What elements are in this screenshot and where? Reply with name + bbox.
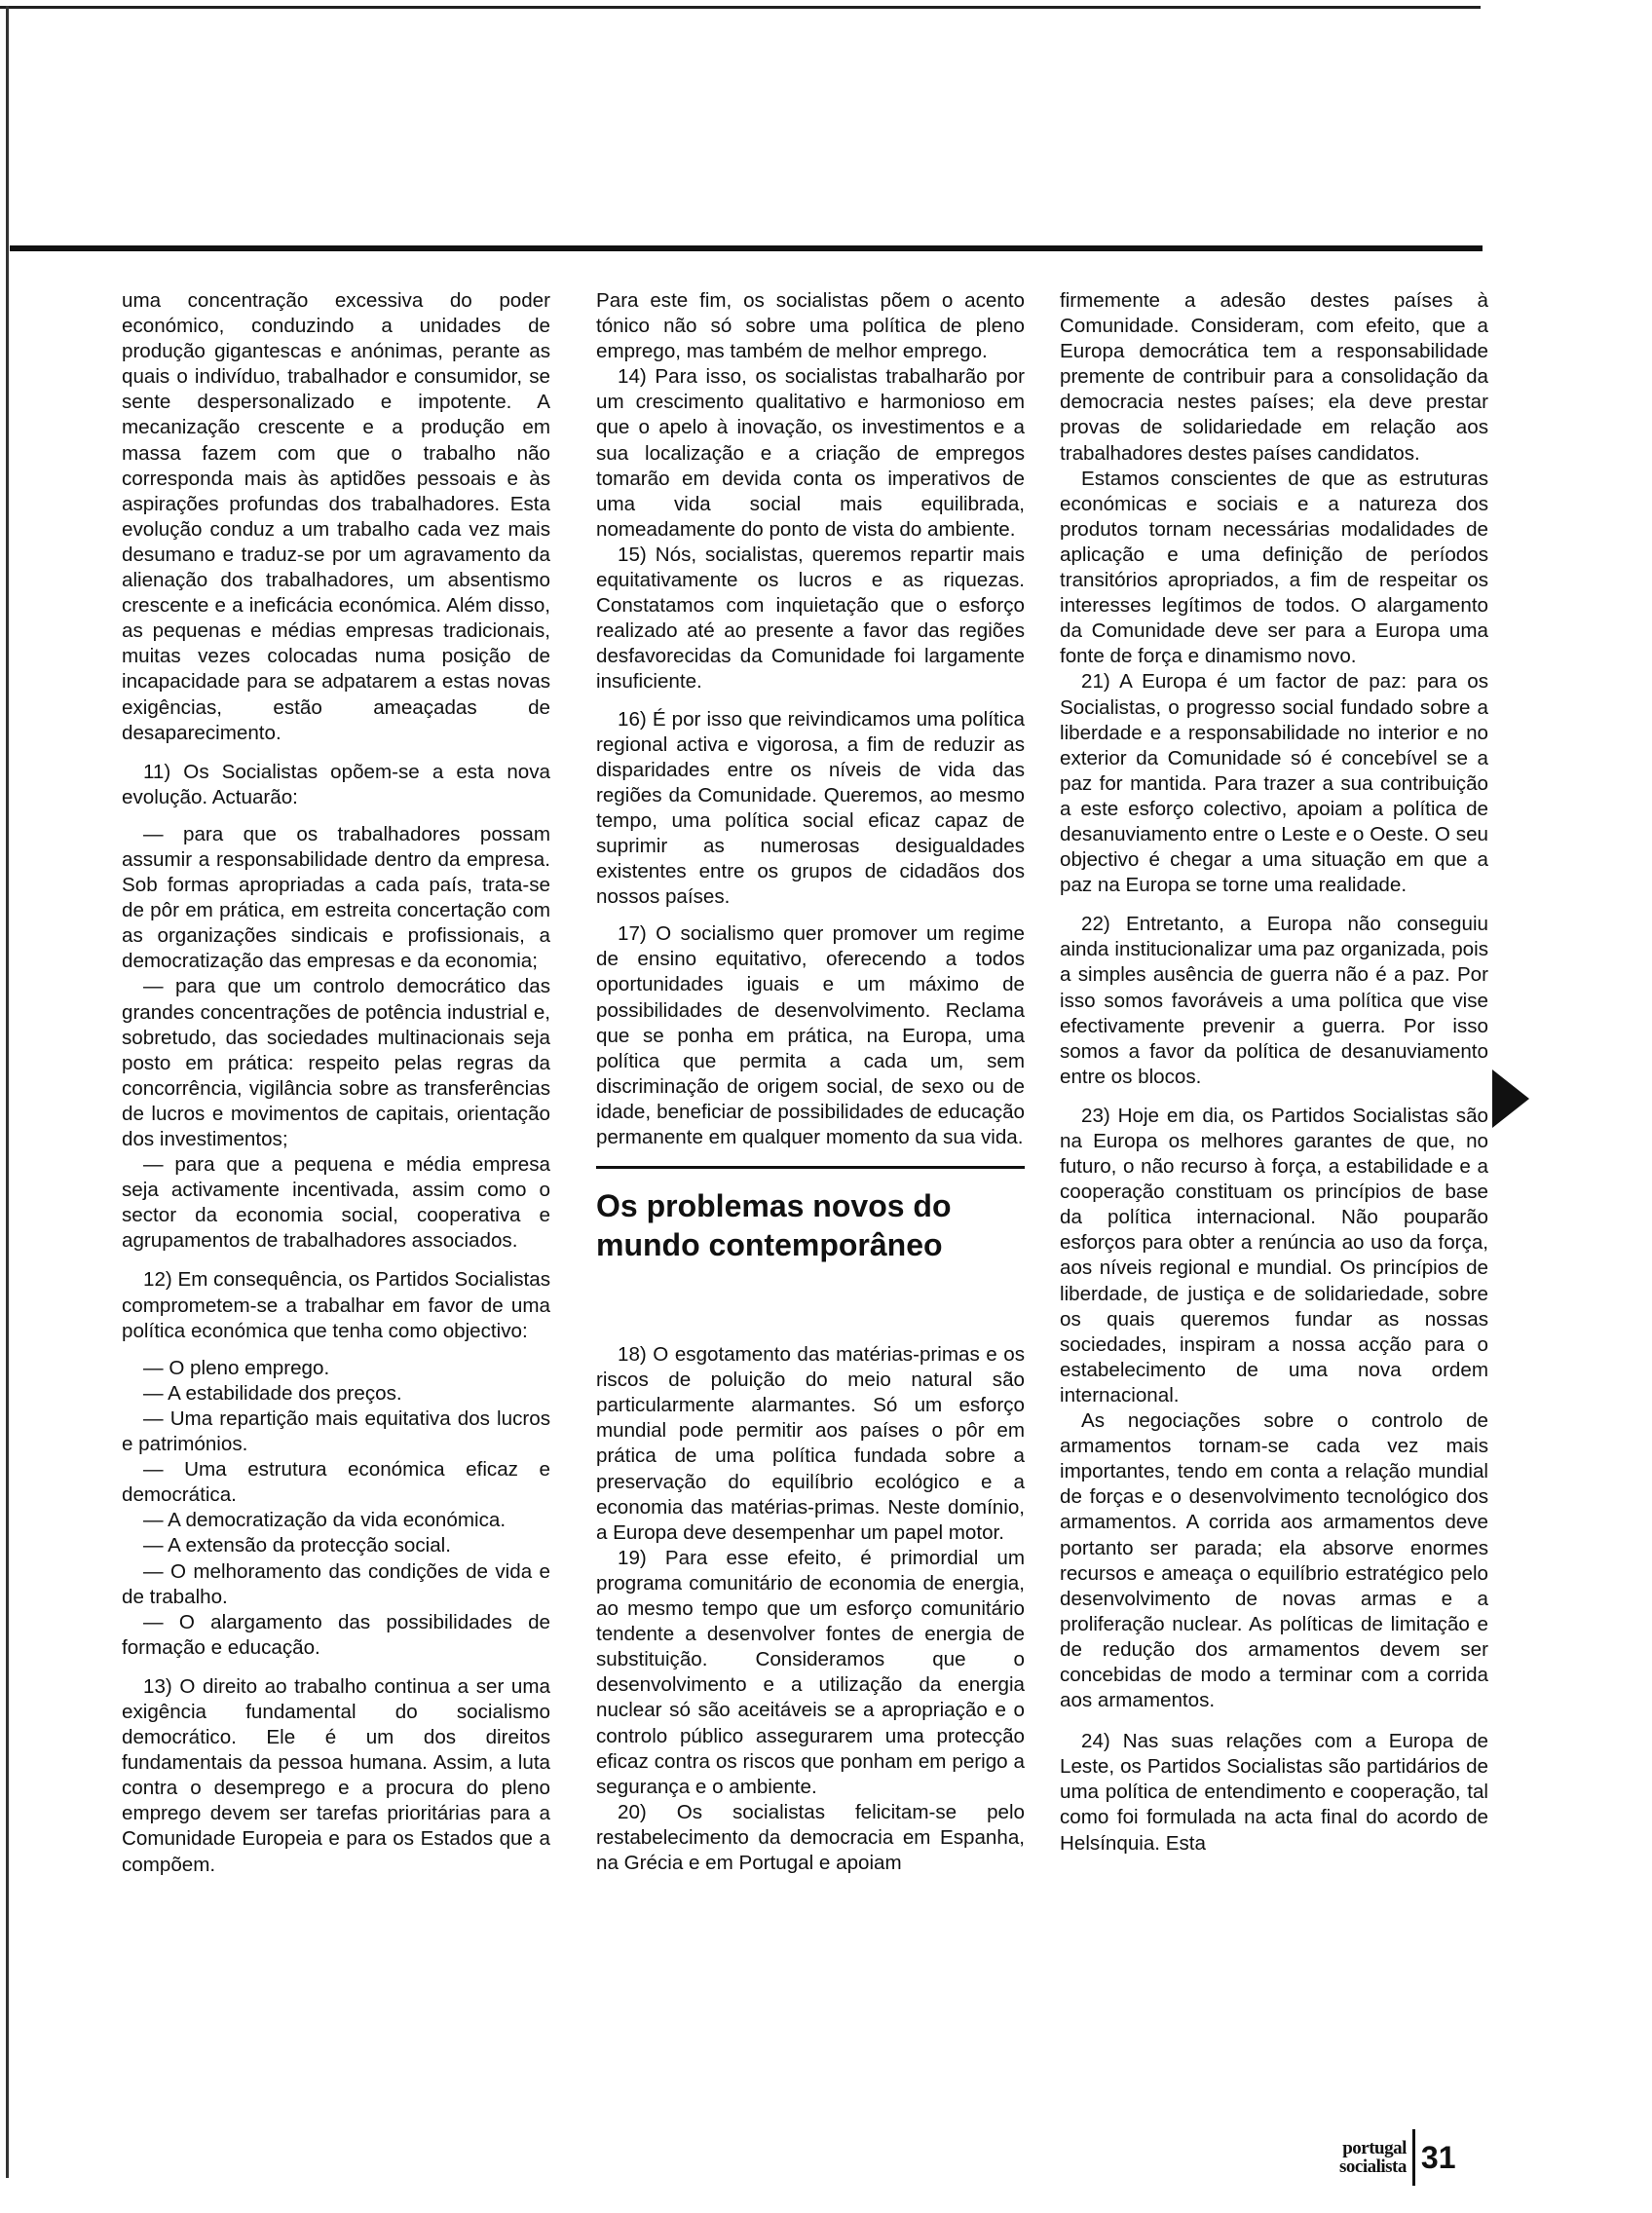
logo-line: portugal <box>1342 2138 1407 2158</box>
page-footer <box>1339 2126 1455 2189</box>
paragraph: 15) Nós, socialistas, queremos repartir mais equitativamente os lucros e as riquezas. Constatamos com inquietação que o esforço realizado até ao presente a favor das regiões desfavorecidas da Comunidade foi largamente insuficiente. <box>596 543 1025 694</box>
paragraph: 14) Para isso, os socialistas trabalharão por um crescimento qualitativo e harmonioso em que o apelo à inovação, os investimentos e a sua localização e a criação de empregos tomarão em devida conta os imperativos de uma vida social mais equilibrada, nomeadamente do ponto de vista do ambiente. <box>596 365 1025 541</box>
continue-arrow-icon <box>1492 1069 1529 1128</box>
paragraph: 24) Nas suas relações com a Europa de Leste, os Partidos Socialistas são partidários de uma política de entendimento e cooperação, tal como foi formulada na acta final do acordo de Helsínquia. Esta <box>1060 1730 1488 1855</box>
paragraph: 19) Para esse efeito, é primordial um programa comunitário de economia de energia, ao mesmo tempo que um esforço comunitário tendente a desenvolver fontes de energia de substituição. Consideramos que o desenvolvimento e a utilização da energia nuclear só são aceitáveis se a apropriação e o controlo público assegurarem uma protecção eficaz contra os riscos que ponham em perigo a segurança e o ambiente. <box>596 1546 1025 1798</box>
paragraph: 23) Hoje em dia, os Partidos Socialistas são na Europa os melhores garantes de que, no futuro, o não recurso à força, a estabilidade e a cooperação constituam os princípios de base da política internacional. Não pouparão esforços para obter a renúncia ao uso da força, aos níveis regional e mundial. Os princípios de liberdade, de justiça e de solidariedade, sobre os quais queremos fundar as nossas sociedades, inspiram a nossa acção para o estabelecimento de uma nova ordem internacional. <box>1060 1104 1488 1407</box>
list-item: — O alargamento das possibilidades de formação e educação. <box>122 1610 550 1659</box>
list-item: — para que a pequena e média empresa seja activamente incentivada, assim como o sector da economia social, cooperativa e agrupamentos de trabalhadores associados. <box>122 1153 550 1253</box>
page-number: 31 <box>1420 2139 1456 2175</box>
list-item: — O pleno emprego. <box>143 1356 330 1379</box>
paragraph: Para este fim, os socialistas põem o acento tónico não só sobre uma política de pleno emprego, mas também de melhor emprego. <box>596 289 1025 363</box>
column-1 <box>122 288 550 1890</box>
paragraph: 12) Em consequência, os Partidos Socialistas comprometem-se a trabalhar em favor de uma política económica que tenha como objectivo: <box>122 1268 550 1342</box>
list-item: — Uma estrutura económica eficaz e democrática. <box>122 1458 550 1507</box>
paragraph: 17) O socialismo quer promover um regime de ensino equitativo, oferecendo a todos oportunidades iguais e um máximo de possibilidades de desenvolvimento. Reclama que se ponha em prática, na Europa, uma política que permita a cada um, sem discriminação de origem social, de sexo ou de idade, beneficiar de possibilidades de educação permanente em qualquer momento da sua vida. <box>596 922 1025 1148</box>
list-item: — A extensão da protecção social. <box>143 1534 451 1557</box>
paragraph: 16) É por isso que reivindicamos uma política regional activa e vigorosa, a fim de reduzir as disparidades entre os níveis de vida das regiões da Comunidade. Queremos, ao mesmo tempo, uma política social eficaz capaz de suprimir as numerosas desigualdades existentes entre os grupos de cidadãos dos nossos países. <box>596 707 1025 909</box>
section-rule <box>596 1166 1025 1169</box>
list-item: — O melhoramento das condições de vida e de trabalho. <box>122 1559 550 1608</box>
list-item: — para que os trabalhadores possam assumir a responsabilidade dentro da empresa. Sob formas apropriadas a cada país, trata-se de pôr em prática, em estreita concertação com as organizações sindicais e profissionais, a democratização das empresas e da economia; <box>122 822 550 973</box>
list-item: — Uma repartição mais equitativa dos lucros e patrimónios. <box>122 1407 550 1456</box>
header-rule <box>10 245 1483 251</box>
paragraph: 22) Entretanto, a Europa não conseguiu ainda institucionalizar uma paz organizada, pois a simples ausência de guerra não é a paz. Por isso somos favoráveis a uma política que vise efectivamente prevenir a guerra. Por isso somos a favor da política de desanuviamento entre os blocos. <box>1060 913 1488 1088</box>
paragraph: firmemente a adesão destes países à Comunidade. Consideram, com efeito, que a Europa democrática tem a responsabilidade premente de contribuir para a consolidação da democracia nestes países; ela deve prestar provas de solidariedade em relação aos trabalhadores destes países candidatos. <box>1060 289 1488 465</box>
publication-logo <box>1339 2139 1412 2176</box>
top-border-rule <box>0 6 1481 9</box>
left-border-rule <box>6 6 9 2178</box>
paragraph: uma concentração excessiva do poder económico, conduzindo a unidades de produção gigantescas e anónimas, perante as quais o indivíduo, trabalhador e consumidor, se sente despersonalizado e impotente. A mecanização crescente e a produção em massa fazem com que o trabalho não corresponda mais às aptidões pessoais e às aspirações profundas dos trabalhadores. Esta evolução conduz a um trabalho cada vez mais desumano e traduz-se por um agravamento da alienação dos trabalhadores, um absentismo crescente e a ineficácia económica. Além disso, as pequenas e médias empresas tradicionais, muitas vezes colocadas numa posição de incapacidade para se adpatarem a estas novas exigências, estão ameaçadas de desaparecimento. <box>122 289 550 744</box>
paragraph: 21) A Europa é um factor de paz: para os Socialistas, o progresso social fundado sobre a liberdade e a responsabilidade no interior e no exterior da Comunidade só é concebível se a paz for mantida. Para trazer a sua contribuição a este esforço colectivo, apoiam a política de desanuviamento entre o Leste e o Oeste. O seu objectivo é chegar a uma situação em que a paz na Europa se torne uma realidade. <box>1060 670 1488 897</box>
logo-line: socialista <box>1339 2157 1407 2177</box>
paragraph: 11) Os Socialistas opõem-se a esta nova evolução. Actuarão: <box>122 760 550 808</box>
column-3 <box>1060 288 1488 1868</box>
section-heading: Os problemas novos do mundo contemporâneo <box>596 1188 952 1263</box>
list-item: — A estabilidade dos preços. <box>143 1381 402 1405</box>
list-item: — A democratização da vida económica. <box>143 1509 507 1532</box>
list-item: — para que um controlo democrático das grandes concentrações de potência industrial e, sobretudo, das sociedades multinacionais seja posto em prática: respeito pelas regras da concorrência, vigilância sobre as transferências de lucros e movimentos de capitais, orientação dos investimentos; <box>122 975 550 1150</box>
paragraph: 18) O esgotamento das matérias-primas e os riscos de poluição do meio natural são particularmente alarmantes. Só um esforço mundial pode permitir aos países o pôr em prática de uma política fundada sobre a preservação do equilíbrio ecológico e a economia das matérias-primas. Neste domínio, a Europa deve desempenhar um papel motor. <box>596 1343 1025 1544</box>
paragraph: 13) O direito ao trabalho continua a ser uma exigência fundamental do socialismo democrático. Ele é um dos direitos fundamentais da pessoa humana. Assim, a luta contra o desemprego e a procura do pleno emprego devem ser tarefas prioritárias para a Comunidade Europeia e para os Estados que a compõem. <box>122 1674 550 1876</box>
column-2 <box>596 288 1025 1888</box>
paragraph: 20) Os socialistas felicitam-se pelo restabelecimento da democracia em Espanha, na Grécia e em Portugal e apoiam <box>596 1800 1025 1874</box>
paragraph: Estamos conscientes de que as estruturas económicas e sociais e a natureza dos produtos tornam necessárias modalidades de aplicação e uma definição de períodos transitórios apropriados, a fim de respeitar os interesses legítimos de todos. O alargamento da Comunidade deve ser para a Europa uma fonte de força e dinamismo novo. <box>1060 467 1488 668</box>
paragraph: As negociações sobre o controlo de armamentos tornam-se cada vez mais importantes, tendo em conta a relação mundial de forças e o desenvolvimento tecnológico dos armamentos. A corrida aos armamentos deve portanto ser parada; ela absorve enormes recursos e ameaça o equilíbrio estratégico pelo desenvolvimento de novas armas e a proliferação nuclear. As políticas de limitação e de redução dos armamentos devem ser concebidas de modo a terminar com a corrida aos armamentos. <box>1060 1409 1488 1712</box>
